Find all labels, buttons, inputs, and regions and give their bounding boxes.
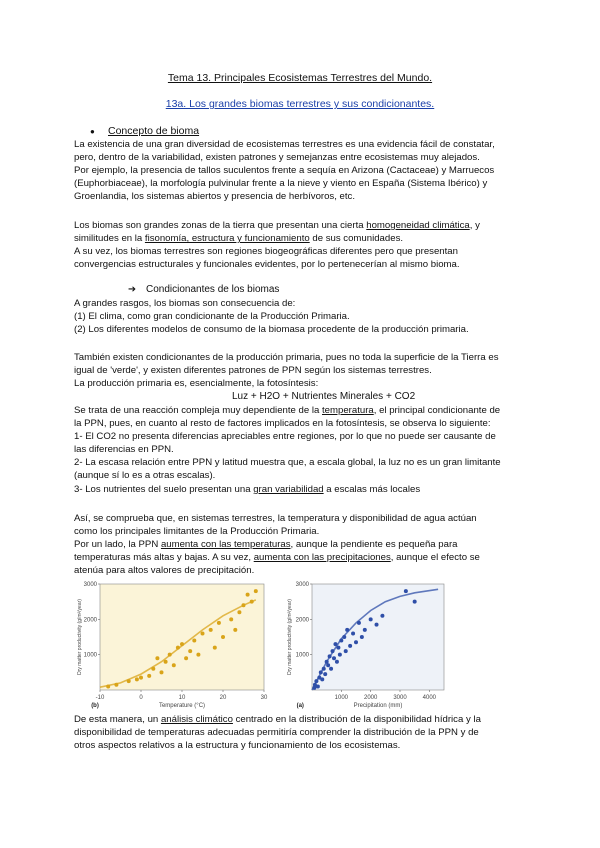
- heading-condicionantes: Condicionantes de los biomas: [146, 284, 280, 295]
- photosynthesis-equation: Luz + H2O + Nutrientes Minerales + CO2: [232, 391, 416, 402]
- data-point: [209, 628, 213, 632]
- data-point: [250, 600, 254, 604]
- bullet-icon: ●: [90, 127, 95, 136]
- x-tick-label: 30: [260, 695, 268, 701]
- data-point: [335, 660, 339, 664]
- paragraph-line: También existen condicionantes de la producción primaria, pues no toda la superficie de la Tierra es: [74, 352, 499, 363]
- paragraph-line: las diferencias en PPN.: [74, 444, 174, 455]
- paragraph-line: similitudes en la fisonomía, estructura y funcionamiento de sus comunidades.: [74, 233, 404, 244]
- x-tick-label: 1000: [334, 695, 349, 701]
- data-point: [333, 642, 337, 646]
- panel-label: (a): [296, 703, 304, 709]
- x-axis-label: Temperature (°C): [158, 703, 206, 709]
- data-point: [319, 670, 323, 674]
- data-point: [176, 646, 180, 650]
- x-tick-label: -10: [95, 695, 105, 701]
- y-tick-label: 2000: [83, 617, 97, 624]
- data-point: [246, 593, 250, 597]
- underlined-term: gran variabilidad: [253, 484, 324, 495]
- data-point: [180, 642, 184, 646]
- data-point: [106, 684, 110, 688]
- data-point: [314, 679, 318, 683]
- paragraph-line: temperaturas más altas y bajas. A su vez, aumenta con las precipitaciones, aunque el efecto se: [74, 552, 480, 563]
- data-point: [151, 667, 155, 671]
- data-point: [332, 656, 336, 660]
- data-point: [345, 628, 349, 632]
- data-point: [184, 656, 188, 660]
- underlined-term: aumenta con las temperaturas: [160, 539, 291, 550]
- data-point: [344, 649, 348, 653]
- y-axis-label: Dry matter productivity (g/m²/year): [287, 599, 293, 675]
- data-point: [331, 649, 335, 653]
- underlined-term: homogeneidad climática: [366, 220, 470, 231]
- data-point: [336, 646, 340, 650]
- paragraph-line: pero, dentro de la variabilidad, existen patrones y semejanzas entre ecosistemas muy alejados.: [74, 152, 480, 163]
- y-tick-label: 2000: [295, 617, 309, 624]
- y-tick-label: 1000: [83, 652, 97, 659]
- data-point: [196, 653, 200, 657]
- data-point: [217, 621, 221, 625]
- data-point: [357, 621, 361, 625]
- arrow-icon: ➔: [128, 284, 137, 295]
- section-subtitle: 13a. Los grandes biomas terrestres y sus condicionantes.: [165, 98, 435, 110]
- data-point: [348, 644, 352, 648]
- paragraph-line: (2) Los diferentes modelos de consumo de la biomasa procedente de la producción primaria.: [74, 324, 469, 335]
- paragraph-line: Así, se comprueba que, en sistemas terrestres, la temperatura y disponibilidad de agua actúan: [74, 513, 477, 524]
- data-point: [155, 656, 159, 660]
- data-point: [342, 635, 346, 639]
- data-point: [320, 677, 324, 681]
- x-tick-label: 10: [178, 695, 186, 701]
- data-point: [160, 670, 164, 674]
- paragraph-line: Por un lado, la PPN aumenta con las temperaturas, aunque la pendiente es pequeña para: [74, 539, 458, 550]
- data-point: [354, 640, 358, 644]
- data-point: [168, 653, 172, 657]
- data-point: [229, 617, 233, 621]
- temperature-productivity-chart: [74, 580, 270, 712]
- data-point: [172, 663, 176, 667]
- paragraph-line: 2- La escasa relación entre PPN y latitud muestra que, a escala global, la luz no es un gran limitante: [74, 457, 501, 468]
- data-point: [114, 683, 118, 687]
- underlined-term: temperatura: [322, 405, 374, 416]
- data-point: [369, 617, 373, 621]
- underlined-term: fisonomía, estructura y funcionamiento: [144, 233, 310, 244]
- paragraph-line: Por ejemplo, la presencia de tallos suculentos frente a sequía en Arizona (Cactaceae) y Marruecos: [74, 165, 495, 176]
- data-point: [242, 603, 246, 607]
- data-point: [329, 667, 333, 671]
- data-point: [360, 635, 364, 639]
- paragraph-line: 3- Los nutrientes del suelo presentan una gran variabilidad a escalas más locales: [74, 484, 421, 495]
- data-point: [237, 610, 241, 614]
- paragraph-line: la PPN, pues, en cuanto al resto de factores implicados en la fotosíntesis, se observa lo siguiente:: [74, 418, 491, 429]
- paragraph-line: Los biomas son grandes zonas de la tierra que presentan una cierta homogeneidad climática, y: [74, 220, 480, 231]
- paragraph-line: 1- El CO2 no presenta diferencias apreciables entre regiones, por lo que no puede ser causante de: [74, 431, 496, 442]
- y-tick-label: 1000: [295, 652, 309, 659]
- plot-area: [312, 584, 444, 690]
- x-tick-label: 4000: [422, 695, 437, 701]
- data-point: [322, 667, 326, 671]
- paragraph-line: convergencias estructurales y funcionales evidentes, por lo pertenecerían al mismo bioma.: [74, 259, 460, 270]
- x-axis-label: Precipitation (mm): [353, 703, 403, 709]
- x-tick-label: 2000: [363, 695, 378, 701]
- paragraph-line: Groenlandia, los sistemas abiertos y presencia de herbívoros, etc.: [74, 191, 356, 202]
- paragraph-line: atenúa para altos valores de precipitación.: [74, 565, 255, 576]
- data-point: [328, 654, 332, 658]
- page-title: Tema 13. Principales Ecosistemas Terrestres del Mundo.: [167, 72, 433, 84]
- data-point: [323, 672, 327, 676]
- paragraph-line: Se trata de una reacción compleja muy dependiente de la temperatura, el principal condicionante de: [74, 405, 501, 416]
- paragraph-line: A su vez, los biomas terrestres son regiones biogeográficas diferentes pero que presentan: [74, 246, 458, 257]
- data-point: [339, 639, 343, 643]
- paragraph-line: La producción primaria es, esencialmente, la fotosíntesis:: [74, 378, 319, 389]
- paragraph-line: (1) El clima, como gran condicionante de la Producción Primaria.: [74, 311, 350, 322]
- paragraph-line: A grandes rasgos, los biomas son consecuencia de:: [74, 298, 296, 309]
- underlined-term: aumenta con las precipitaciones: [253, 552, 391, 563]
- data-point: [413, 600, 417, 604]
- data-point: [338, 653, 342, 657]
- data-point: [164, 660, 168, 664]
- data-point: [325, 660, 329, 664]
- data-point: [127, 679, 131, 683]
- paragraph-line: (Euphorbiaceae), la morfología pulvinular frente a la nieve y viento en España (Sistema Ibérico) y: [74, 178, 488, 189]
- data-point: [254, 589, 258, 593]
- data-point: [375, 623, 379, 627]
- paragraph-line: disponibilidad de temperaturas adecuadas permitiría comprender la distribución de la PPN y de: [74, 727, 479, 738]
- paragraph-line: otros aspectos relativos a la estructura y funcionamiento de los ecosistemas.: [74, 740, 401, 751]
- x-tick-label: 3000: [393, 695, 407, 701]
- data-point: [404, 589, 408, 593]
- paragraph-line: como los principales limitantes de la Producción Primaria.: [74, 526, 320, 537]
- y-axis-label: Dry matter productivity (g/m²/year): [77, 599, 83, 675]
- data-point: [188, 649, 192, 653]
- data-point: [135, 677, 139, 681]
- data-point: [233, 628, 237, 632]
- data-point: [380, 614, 384, 618]
- paragraph-line: De esta manera, un análisis climático centrado en la distribución de la disponibilidad hídrica y la: [74, 714, 481, 725]
- y-tick-label: 3000: [295, 582, 309, 588]
- paragraph-line: La existencia de una gran diversidad de ecosistemas terrestres es una evidencia fácil de constatar,: [74, 139, 495, 150]
- plot-area: [100, 584, 264, 690]
- data-point: [363, 628, 367, 632]
- precipitation-productivity-chart: [284, 580, 448, 712]
- data-point: [147, 674, 151, 678]
- paragraph-line: igual de 'verde', y existen diferentes patrones de PPN según los sistemas terrestres.: [74, 365, 432, 376]
- data-point: [351, 631, 355, 635]
- x-tick-label: 20: [219, 695, 227, 701]
- data-point: [192, 639, 196, 643]
- paragraph-line: (aunque sí lo es a otras escalas).: [74, 470, 216, 481]
- data-point: [139, 676, 143, 680]
- data-point: [326, 663, 330, 667]
- data-point: [201, 631, 205, 635]
- panel-label: (b): [91, 703, 99, 709]
- data-point: [316, 684, 320, 688]
- y-tick-label: 3000: [83, 582, 97, 588]
- data-point: [213, 646, 217, 650]
- x-tick-label: 0: [139, 695, 143, 701]
- underlined-term: análisis climático: [160, 714, 233, 725]
- data-point: [221, 635, 225, 639]
- heading-concepto-bioma: Concepto de bioma: [108, 125, 200, 137]
